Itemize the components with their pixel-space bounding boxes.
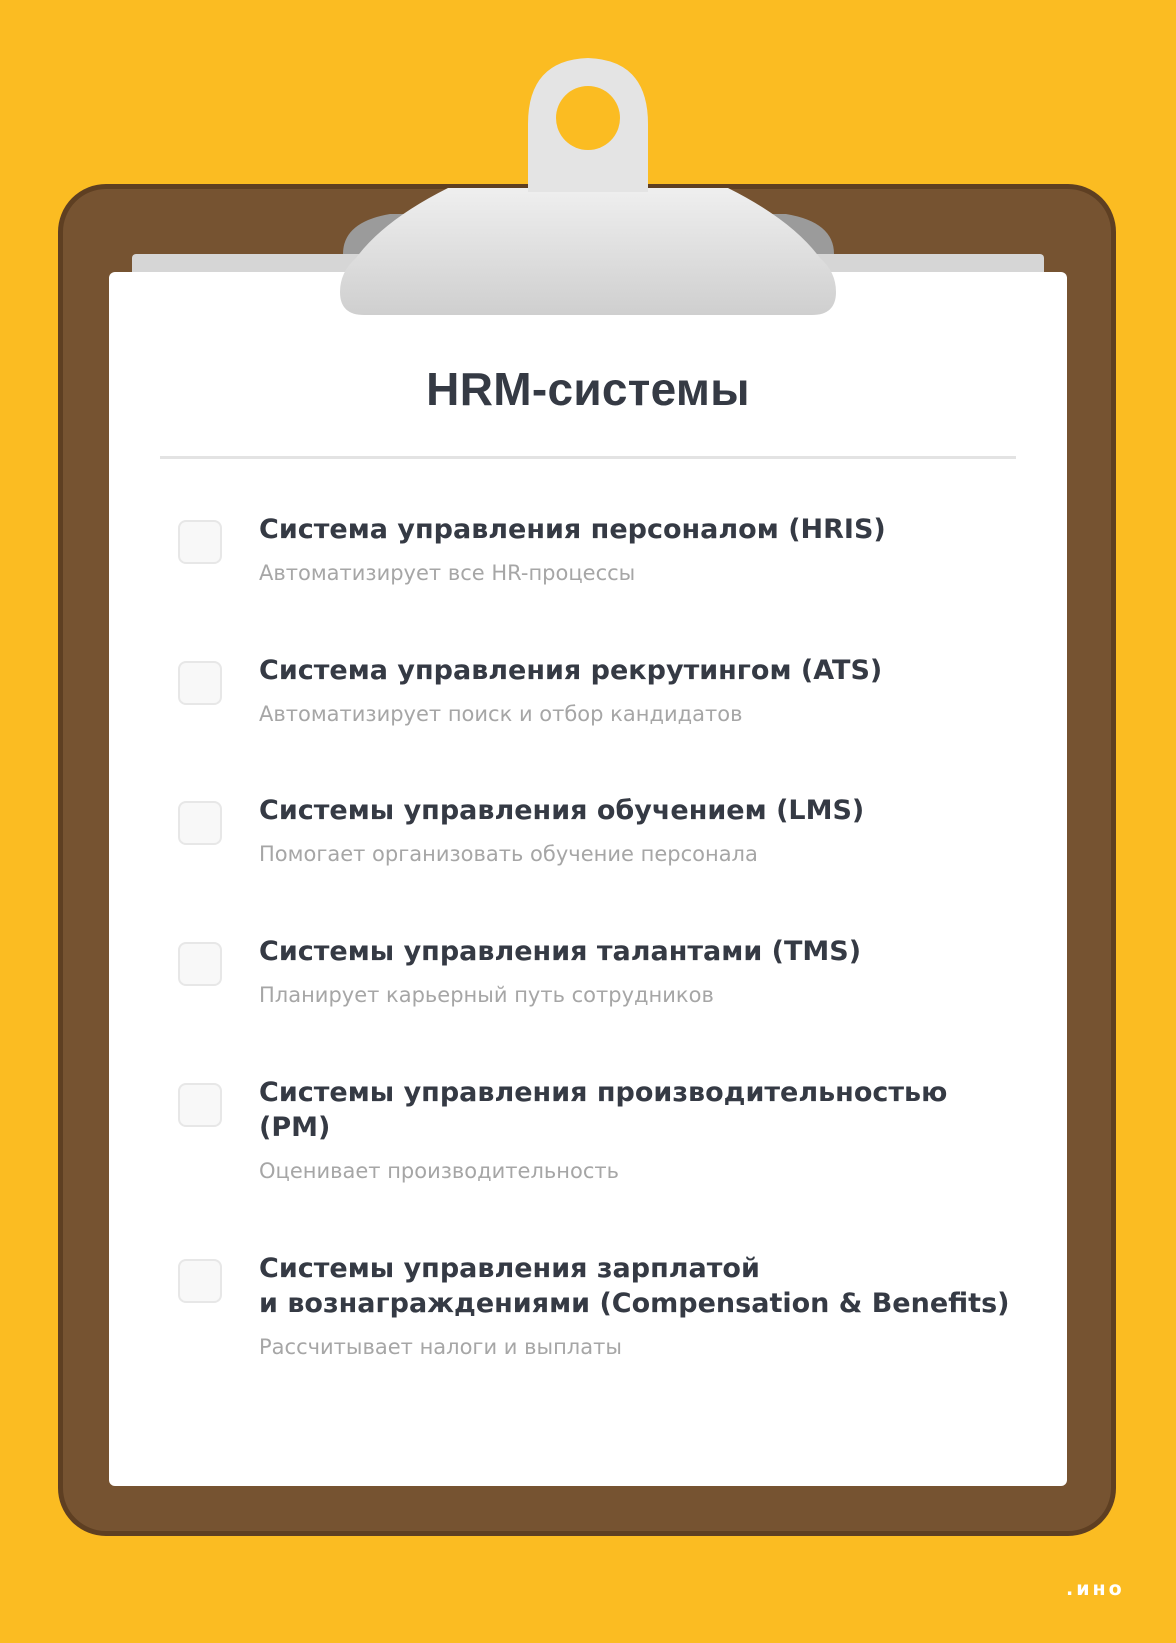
item-subtitle: Автоматизирует все HR-процессы [259,561,636,585]
item-subtitle: Рассчитывает налоги и выплаты [259,1335,622,1359]
checkbox[interactable] [178,801,222,845]
title-divider [160,456,1016,459]
checkbox[interactable] [178,1259,222,1303]
item-title: Системы управления талантами (TMS) [259,936,862,967]
item-title: Системы управления производительностью (PM) [259,1077,948,1143]
item-subtitle: Планирует карьерный путь сотрудников [259,983,714,1007]
item-subtitle: Автоматизирует поиск и отбор кандидатов [259,702,743,726]
item-title: Система управления персоналом (HRIS) [259,514,886,545]
item-subtitle: Оценивает производительность [259,1159,619,1183]
item-subtitle: Помогает организовать обучение персонала [259,842,758,866]
brand-logo: .ино [1066,1578,1125,1600]
item-title: Системы управления обучением (LMS) [259,795,865,826]
checkbox[interactable] [178,1083,222,1127]
checkbox[interactable] [178,520,222,564]
item-title: Система управления рекрутингом (ATS) [259,655,883,686]
checkbox[interactable] [178,942,222,986]
page-title: HRM-системы [426,363,750,415]
checkbox[interactable] [178,661,222,705]
item-title: Системы управления зарплатой и вознаграждениями (Compensation & Benefits) [259,1253,1010,1319]
